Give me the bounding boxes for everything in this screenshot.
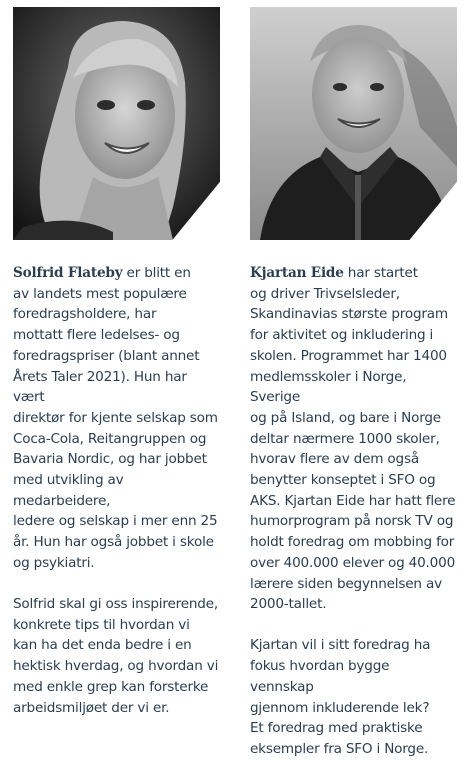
- text-line: av landets mest populære: [13, 285, 187, 302]
- text-line: skolen. Programmet har 1400: [250, 347, 447, 364]
- text-line: 2000-tallet.: [250, 596, 327, 613]
- speaker-card-kjartan: [250, 7, 457, 760]
- text-line: arbeidsmiljøet der vi er.: [13, 699, 170, 716]
- text-line: Kjartan vil i sitt foredrag ha: [250, 637, 431, 654]
- text-line: Årets Taler 2021). Hun har vært: [13, 368, 187, 406]
- speaker-name-kjartan: Kjartan Eide: [250, 265, 344, 281]
- text-line: og driver Trivselsleder,: [250, 285, 400, 302]
- text-line: mottatt flere ledelses- og: [13, 327, 180, 344]
- text-line: har startet: [343, 265, 418, 281]
- text-line: og psykiatri.: [13, 554, 95, 571]
- text-line: direktør for kjente selskap som: [13, 409, 218, 426]
- text-line: hvorav flere av dem også: [250, 451, 419, 468]
- speaker-photo-kjartan: [250, 7, 457, 240]
- text-line: og på Island, og bare i Norge: [250, 409, 441, 426]
- text-line: foredragsholdere, har: [13, 306, 157, 323]
- text-line: er blitt en: [122, 265, 191, 281]
- text-line: Skandinavias største program: [250, 306, 448, 323]
- text-line: hektisk hverdag, og hvordan vi: [13, 658, 219, 675]
- speaker-name-solfrid: Solfrid Flateby: [13, 265, 123, 281]
- text-line: Et foredrag med praktiske: [250, 720, 423, 737]
- text-line: Bavaria Nordic, og har jobbet: [13, 451, 207, 468]
- text-line: eksempler fra SFO i Norge.: [250, 740, 429, 757]
- text-line: Solfrid skal gi oss inspirerende,: [13, 596, 219, 613]
- text-line: med enkle grep kan forsterke: [13, 678, 209, 695]
- bio-intro-kjartan: [250, 263, 457, 615]
- bio-intro-solfrid: [13, 263, 220, 574]
- speaker-bio-solfrid: [13, 263, 220, 718]
- text-line: deltar nærmere 1000 skoler,: [250, 430, 440, 447]
- text-line: holdt foredrag om mobbing for: [250, 534, 455, 551]
- text-line: humorprogram på norsk TV og: [250, 513, 454, 530]
- text-line: kan ha det enda bedre i en: [13, 637, 192, 654]
- text-line: benytter konseptet i SFO og: [250, 472, 436, 489]
- bio-outro-kjartan: [250, 635, 457, 759]
- speaker-card-solfrid: [13, 7, 220, 718]
- text-line: ledere og selskap i mer enn 25: [13, 513, 218, 530]
- text-line: foredragspriser (blant annet: [13, 347, 200, 364]
- text-line: år. Hun har også jobbet i skole: [13, 534, 214, 551]
- text-line: lærere siden begynnelsen av: [250, 575, 442, 592]
- text-line: medlemsskoler i Norge, Sverige: [250, 368, 407, 406]
- text-line: gjennom inkluderende lek?: [250, 699, 430, 716]
- text-line: AKS. Kjartan Eide har hatt flere: [250, 492, 456, 509]
- speaker-bio-kjartan: [250, 263, 457, 760]
- text-line: for aktivitet og inkludering i: [250, 327, 434, 344]
- text-line: Coca-Cola, Reitangruppen og: [13, 430, 207, 447]
- text-line: konkrete tips til hvordan vi: [13, 616, 190, 633]
- speaker-photo-solfrid: [13, 7, 220, 240]
- bio-outro-solfrid: [13, 594, 220, 718]
- text-line: med utvikling av medarbeidere,: [13, 472, 124, 509]
- text-line: over 400.000 elever og 40.000: [250, 554, 456, 571]
- text-line: fokus hvordan bygge vennskap: [250, 658, 390, 695]
